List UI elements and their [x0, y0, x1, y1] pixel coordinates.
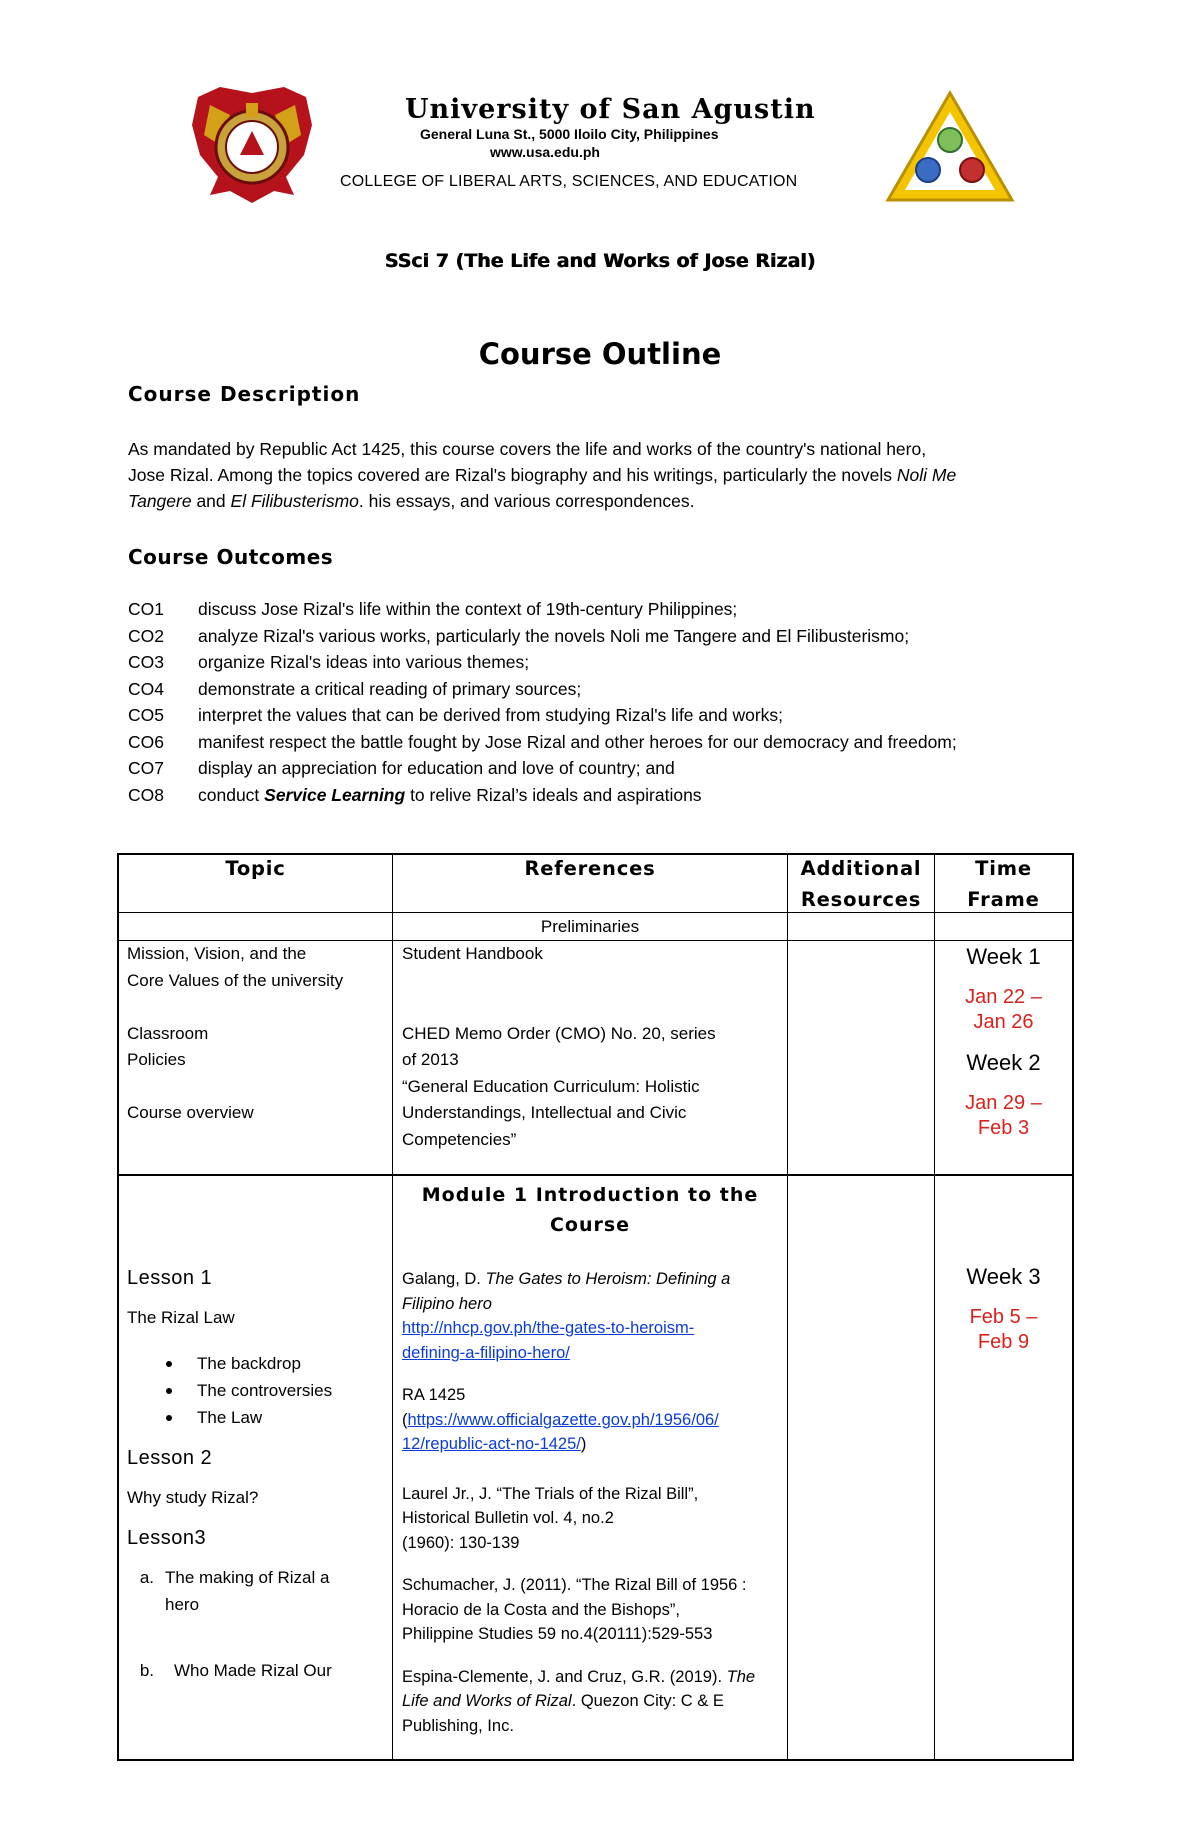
reference-line — [402, 1292, 784, 1317]
list-marker: a. — [139, 1568, 154, 1587]
reference-line — [402, 1665, 784, 1690]
module-1-title — [393, 1180, 787, 1240]
outcome-item — [128, 676, 1088, 703]
topic-line: Classroom — [127, 1023, 209, 1043]
module-1-references — [402, 1267, 784, 1738]
header-topic: Topic — [225, 857, 286, 880]
outcome-code: CO7 — [128, 758, 164, 778]
date-range: Feb 9 — [977, 1331, 1030, 1353]
table-rule — [787, 853, 788, 1761]
reference-line: of 2013 — [402, 1050, 459, 1069]
reference-line — [402, 1689, 784, 1714]
lesson-heading: Lesson3 — [127, 1527, 207, 1549]
outcome-code: CO4 — [128, 678, 164, 699]
prelim-references — [402, 941, 782, 1153]
header-time-frame — [935, 853, 1072, 915]
reference-author: Galang, D. — [402, 1270, 486, 1288]
module-1-time-frame — [935, 1263, 1072, 1355]
topic-line: Mission, Vision, and the — [127, 944, 307, 963]
description-line: Jose Rizal. Among the topics covered are Rizal's biography and his writings, particularly the novels — [128, 465, 897, 485]
reference-line: RA 1425 — [402, 1386, 466, 1404]
letterhead — [190, 85, 1020, 210]
college-name: COLLEGE OF LIBERAL ARTS, SCIENCES, AND EDUCATION — [340, 173, 798, 190]
list-item: The backdrop — [127, 1350, 389, 1377]
reference-line: Horacio de la Costa and the Bishops”, — [402, 1600, 680, 1619]
outcome-text: display an appreciation for education and love of country; and — [198, 758, 675, 778]
reference-link[interactable]: https://www.officialgazette.gov.ph/1956/06/ — [407, 1410, 719, 1429]
module-1-topics — [127, 1265, 389, 1685]
prelim-time-frame — [935, 943, 1072, 1141]
reference-title: Filipino hero — [402, 1294, 492, 1313]
reference-line: (1960): 130-139 — [402, 1533, 520, 1552]
outcome-text — [198, 782, 702, 809]
outcome-code: CO8 — [128, 784, 164, 805]
outcome-text: interpret the values that can be derived from studying Rizal's life and works; — [198, 705, 784, 725]
module-title-line: Module 1 Introduction to the — [421, 1184, 759, 1206]
reference-line — [402, 1341, 784, 1366]
header-line: Additional — [800, 857, 922, 880]
topic-line: Course overview — [127, 1103, 254, 1122]
university-address: General Luna St., 5000 Iloilo City, Philippines — [420, 126, 719, 142]
page-title: Course Outline — [478, 337, 722, 371]
header-line: Time — [975, 857, 1032, 880]
list-item: The controversies — [127, 1377, 389, 1404]
header-additional-resources — [788, 853, 934, 915]
table-border — [1072, 853, 1074, 1761]
outcome-code: CO1 — [128, 599, 164, 619]
reference-line — [402, 1408, 784, 1433]
reference-text: . Quezon City: C & E — [571, 1692, 724, 1710]
header-line: Resources — [800, 888, 922, 911]
topic-line: Why study Rizal? — [127, 1487, 259, 1507]
service-learning-emphasis: Service Learning — [264, 784, 406, 805]
university-info — [340, 85, 870, 193]
novel-title: Noli Me — [896, 465, 957, 485]
college-triangle-emblem-icon — [885, 90, 1015, 205]
reference-line: Laurel Jr., J. “The Trials of the Rizal Bill”, — [402, 1484, 699, 1503]
reference-line — [402, 1432, 784, 1457]
reference-text: ) — [580, 1435, 587, 1453]
week-label: Week 1 — [966, 944, 1041, 969]
outcome-item — [128, 702, 1088, 729]
list-item-text — [165, 1565, 329, 1618]
outcome-code: CO2 — [128, 625, 164, 646]
course-code: SSci 7 (The Life and Works of Jose Rizal) — [384, 250, 816, 272]
outcome-text: organize Rizal's ideas into various themes; — [198, 652, 530, 672]
date-range: Jan 26 — [973, 1011, 1034, 1033]
outcome-item — [128, 623, 1088, 650]
header-line: Frame — [967, 888, 1040, 911]
reference-line — [402, 1267, 784, 1292]
outcome-text-part: to relive Rizal’s ideals and aspirations — [405, 784, 702, 805]
outcome-item — [128, 782, 1088, 809]
outcome-code: CO3 — [128, 652, 164, 672]
table-rule — [392, 853, 393, 1761]
outcome-item — [128, 596, 1088, 623]
reference-line: Understandings, Intellectual and Civic — [402, 1103, 687, 1122]
reference-line: Student Handbook — [402, 944, 543, 963]
list-item — [127, 1658, 389, 1685]
date-range: Jan 29 – — [965, 1092, 1042, 1114]
course-schedule-table — [117, 853, 1074, 1761]
outcome-text: demonstrate a critical reading of primary sources; — [198, 678, 582, 699]
list-item-line: The making of Rizal a — [165, 1568, 330, 1587]
description-text: . his essays, and various correspondences. — [358, 491, 695, 511]
list-item-line: hero — [165, 1594, 200, 1614]
reference-line — [402, 1316, 784, 1341]
university-seal-icon — [190, 85, 315, 205]
module-title-line: Course — [549, 1214, 631, 1236]
reference-line: Competencies” — [402, 1129, 517, 1149]
reference-link[interactable]: http://nhcp.gov.ph/the-gates-to-heroism- — [402, 1319, 695, 1337]
reference-line: CHED Memo Order (CMO) No. 20, series — [402, 1023, 716, 1043]
preliminaries-label: Preliminaries — [540, 917, 640, 936]
outcome-item — [128, 729, 1088, 756]
list-item — [127, 1565, 389, 1618]
outcome-text: analyze Rizal's various works, particularly the novels Noli me Tangere and El Filibusterismo; — [198, 625, 910, 646]
reference-link[interactable]: defining-a-filipino-hero/ — [402, 1343, 570, 1362]
lesson-heading: Lesson 2 — [127, 1446, 213, 1469]
list-item: The Law — [127, 1404, 389, 1431]
week-label: Week 2 — [966, 1050, 1041, 1075]
course-description-heading: Course Description — [128, 382, 361, 406]
course-outcomes-heading: Course Outcomes — [128, 545, 334, 569]
course-description — [128, 436, 1068, 514]
reference-author: Espina-Clemente, J. and Cruz, G.R. (2019). — [402, 1667, 727, 1686]
reference-line: Philippine Studies 59 no.4(20111):529-553 — [402, 1625, 713, 1643]
date-range: Feb 3 — [977, 1117, 1030, 1139]
table-rule — [117, 1174, 1074, 1176]
reference-title: The Gates to Heroism: Defining a — [485, 1270, 731, 1288]
novel-title: Tangere — [128, 491, 192, 511]
date-range: Feb 5 – — [969, 1306, 1038, 1328]
list-marker: b. — [139, 1661, 154, 1680]
table-border — [117, 853, 119, 1761]
rizal-law-subtopics — [127, 1350, 389, 1431]
topic-line: The Rizal Law — [127, 1308, 235, 1327]
outcome-code: CO5 — [128, 705, 164, 725]
outcome-text: discuss Jose Rizal's life within the context of 19th-century Philippines; — [198, 599, 738, 619]
university-website: www.usa.edu.ph — [490, 144, 600, 160]
course-outcomes-list — [128, 596, 1088, 808]
reference-title: Life and Works of Rizal — [402, 1692, 572, 1710]
list-item-text: Who Made Rizal Our — [174, 1661, 332, 1680]
date-range: Jan 22 – — [965, 986, 1042, 1008]
outcome-text: manifest respect the battle fought by Jose Rizal and other heroes for our democracy and freedom; — [198, 731, 957, 752]
reference-line: Historical Bulletin vol. 4, no.2 — [402, 1509, 614, 1527]
university-name: University of San Agustin — [405, 94, 816, 125]
lesson-heading: Lesson 1 — [127, 1267, 213, 1289]
header-references: References — [524, 857, 656, 880]
reference-text: ( — [402, 1410, 408, 1429]
table-border — [117, 1759, 1074, 1761]
reference-line: “General Education Curriculum: Holistic — [402, 1076, 700, 1096]
outcome-code: CO6 — [128, 731, 164, 752]
reference-title: The — [726, 1667, 756, 1686]
topic-line: Core Values of the university — [127, 970, 344, 990]
outcome-item — [128, 755, 1088, 782]
prelim-topics — [127, 941, 389, 1127]
description-line: As mandated by Republic Act 1425, this course covers the life and works of the country's national hero, — [128, 439, 927, 459]
outcome-item — [128, 649, 1088, 676]
reference-link[interactable]: 12/republic-act-no-1425/ — [402, 1435, 581, 1453]
description-text: and — [191, 491, 231, 511]
topic-line: Policies — [127, 1050, 186, 1069]
novel-title: El Filibusterismo — [230, 491, 359, 511]
reference-line: Publishing, Inc. — [402, 1716, 514, 1735]
reference-line: Schumacher, J. (2011). “The Rizal Bill of 1956 : — [402, 1576, 747, 1594]
outcome-text-part: conduct — [198, 784, 265, 805]
week-label: Week 3 — [966, 1264, 1041, 1289]
